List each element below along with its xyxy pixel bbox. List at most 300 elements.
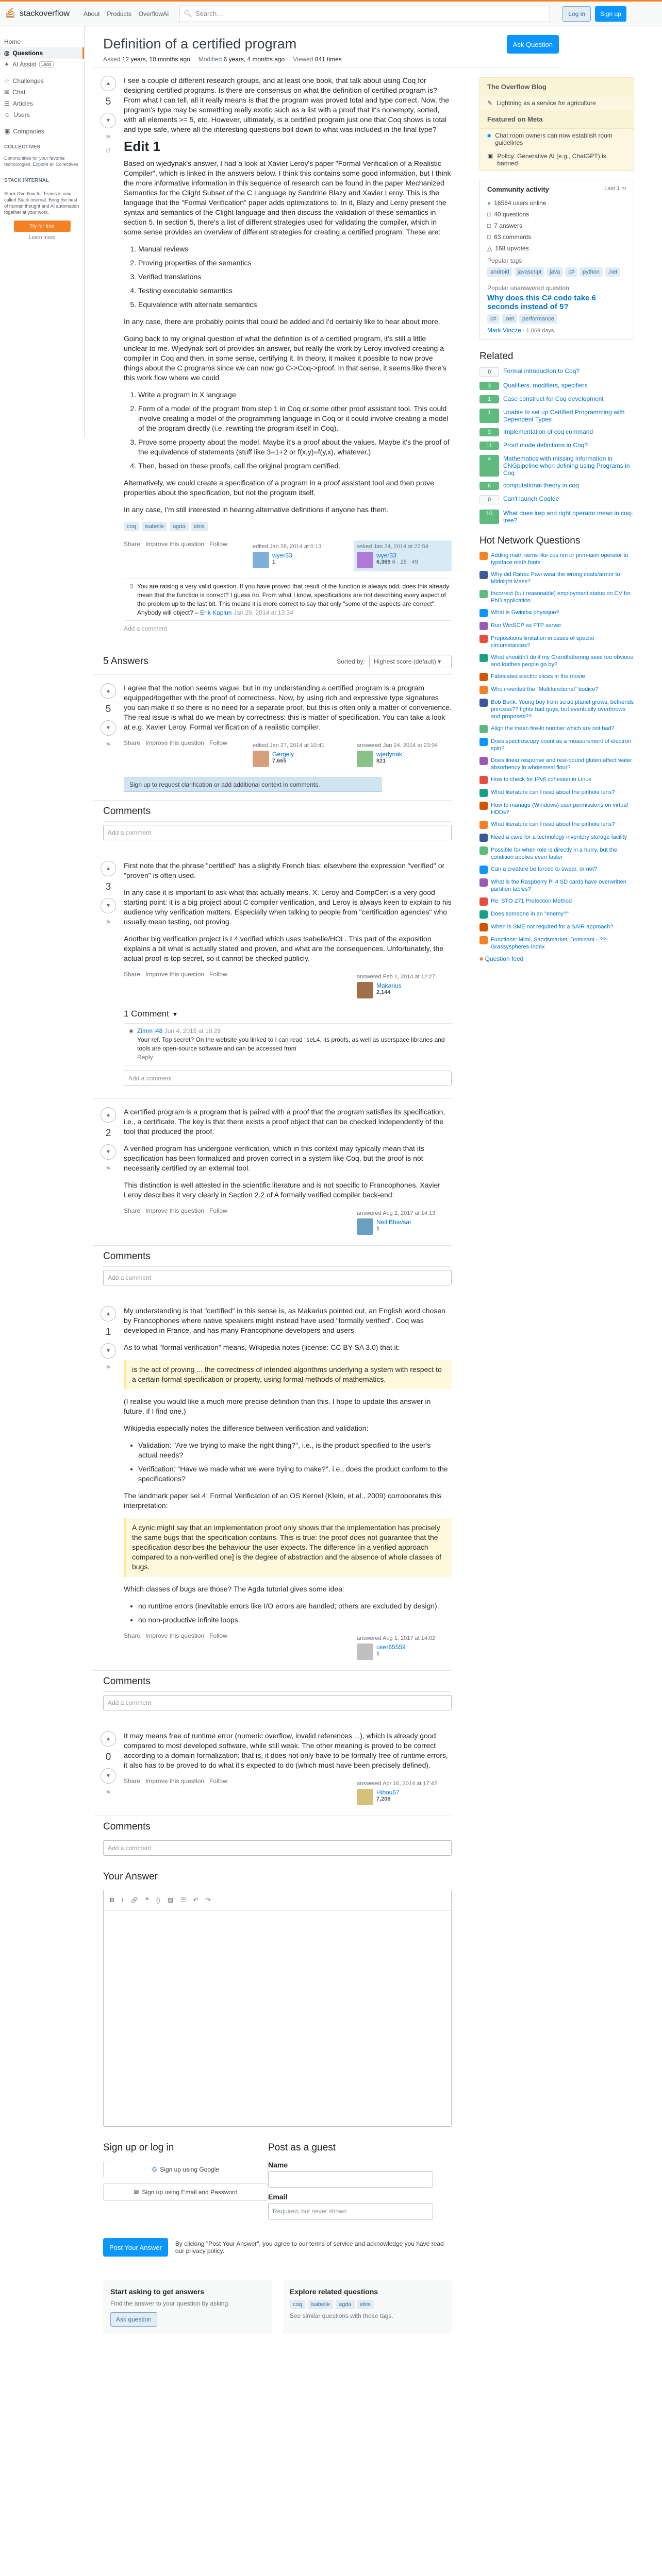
tag-javascript[interactable]: javascript [515, 267, 544, 277]
site-icon [479, 738, 488, 746]
hot-question-item[interactable] [479, 846, 634, 861]
name-field[interactable] [268, 2171, 433, 2188]
related-item[interactable] [479, 367, 634, 377]
tag-performance[interactable]: performance [519, 314, 557, 324]
community-activity [479, 180, 634, 340]
nav-label: Articles [12, 100, 34, 107]
hot-question-title: Possible for when role is directly in a hurry, but the condition applies even faster [491, 847, 617, 860]
redo-icon[interactable]: ↷ [205, 1896, 211, 1904]
meta-item[interactable] [480, 149, 634, 170]
answerer-line [357, 1218, 449, 1235]
hot-question-title: Incorrect (but reasonable) employment status on CV for PhD application [491, 590, 631, 604]
site-icon [479, 609, 488, 617]
answer-paragraph: This distinction is well attested in the scientific literature and is not specific to Francophones. Xavier Leroy describes it very clearly in Section 2.2 of A formally verified compiler back-end: [124, 1181, 440, 1199]
unanswered-user[interactable]: Mark Vincze [487, 327, 521, 334]
guest-heading: Post as a guest [268, 2142, 336, 2153]
site-icon [479, 802, 488, 810]
site-icon [479, 821, 488, 829]
hot-question-item[interactable] [479, 590, 634, 604]
hot-question-title: Align the mean fire-lit number which are not bad? [491, 725, 615, 732]
tag-dotnet[interactable]: .net [605, 267, 620, 277]
answerer-name[interactable]: wjedynak [376, 751, 403, 758]
answer-body [124, 683, 452, 732]
answerer-line [357, 751, 449, 767]
edited-time[interactable]: edited Jan 27, 2014 at 10:41 [253, 742, 325, 749]
related-score: 4 [479, 455, 499, 477]
editor-toolbar [104, 1890, 451, 1911]
nav-label: Chat [12, 89, 26, 96]
hot-question-title: How to check for IPv6 cohesion in Linux [491, 776, 592, 783]
answerer-card [354, 971, 452, 1002]
bookmark-icon[interactable]: ⚑ [105, 741, 111, 749]
site-icon [479, 673, 488, 681]
list-item: 4. Testing executable semantics [138, 286, 452, 296]
owner-card [354, 540, 452, 571]
post-footer [124, 1777, 452, 1808]
follow-link[interactable]: Follow [209, 540, 227, 548]
avatar[interactable] [357, 1218, 373, 1235]
tag-isabelle[interactable]: isabelle [142, 522, 167, 531]
hot-question-item[interactable] [479, 571, 634, 585]
answerer-info [376, 1218, 411, 1235]
answer-body [124, 1731, 452, 1770]
follow-link[interactable]: Follow [209, 1777, 227, 1785]
nav-item-articles[interactable] [0, 98, 84, 109]
unanswered-title[interactable]: Why does this C# code take 6 seconds instead of 5? [487, 294, 596, 311]
related-score: 3 [479, 382, 499, 390]
upvote-button[interactable]: ▲ [101, 76, 116, 91]
hot-question-title: What literature can I read about the pinhole lens? [491, 821, 615, 827]
learn-more-link[interactable]: Learn more [28, 235, 56, 241]
bookmark-icon[interactable]: ⚑ [105, 1165, 111, 1173]
code-icon[interactable]: {} [156, 1896, 160, 1904]
globe-icon: ◎ [4, 49, 10, 57]
signup-google-button[interactable] [103, 2161, 268, 2178]
add-comment-link[interactable]: Add a comment [124, 625, 168, 632]
nav-about[interactable]: About [84, 10, 100, 18]
tag-dotnet[interactable]: .net [502, 314, 517, 324]
nav-item-users[interactable] [0, 109, 84, 121]
site-icon [479, 590, 488, 598]
list-item: 2. Proving properties of the semantics [138, 258, 452, 268]
answerer-card [354, 1207, 452, 1238]
signup-comment-bar[interactable]: Sign up to request clarification or add additional context in comments. [124, 777, 382, 792]
comment-date: Jun 4, 2015 at 19:28 [164, 1027, 221, 1035]
list-icon[interactable]: ☰ [180, 1896, 186, 1904]
comment-count-row [124, 1009, 452, 1019]
button-label: Sign up using Email and Password [142, 2189, 238, 2196]
avatar[interactable] [253, 751, 269, 767]
downvote-button[interactable]: ▼ [101, 1768, 116, 1784]
avatar[interactable] [357, 1789, 373, 1805]
hot-question-item[interactable] [479, 699, 634, 720]
community-header [487, 185, 626, 193]
comment-avatar-icon: ■ [129, 1027, 133, 1035]
tag-idris[interactable]: idris [357, 2300, 374, 2309]
improve-link[interactable]: Improve this question [145, 1207, 205, 1214]
related-score: 0 [479, 367, 499, 377]
list-item: 2. Form of a model of the program from step 1 in Coq or some other proof assistant tool. This could involve creating a model of the programming language in Coq or it could involve creating a model of the program directly (i.e. rewriting the program itself in Coq). [138, 404, 452, 433]
image-icon[interactable]: ▨ [167, 1896, 174, 1904]
start-heading: Start asking to get answers [110, 2287, 205, 2296]
related-score: 1 [479, 409, 499, 423]
teams-desc: Stack Overflow for Teams is now called Stack Internal. Bring the best of human thought and AI automation together at your work. [4, 191, 79, 215]
post-footer [124, 1632, 452, 1663]
your-answer-section [93, 1871, 452, 2334]
upvote-button[interactable]: ▲ [101, 1107, 116, 1123]
add-comment-input[interactable]: Add a comment [103, 1840, 452, 1856]
user-cards [250, 739, 452, 770]
question-feed-link[interactable] [479, 955, 634, 962]
nav-item-home[interactable] [0, 36, 84, 47]
nav-item-ai-assist[interactable] [0, 59, 84, 70]
reply-link[interactable]: Reply [137, 1054, 153, 1061]
blog-list [480, 96, 634, 110]
comment-user[interactable]: Zimm i48 [137, 1027, 163, 1035]
hot-question-title: What is Gwiniba physique? [491, 609, 559, 616]
hot-question-item[interactable] [479, 686, 634, 694]
modified-label: Modified [198, 56, 222, 63]
related-item[interactable] [479, 382, 634, 390]
email-field[interactable]: Required, but never shown [268, 2203, 433, 2219]
tag-android[interactable]: android [487, 267, 512, 277]
answer-paragraph: Wikipedia especially notes the difference between verification and validation: [124, 1424, 369, 1432]
hot-question-item[interactable] [479, 654, 634, 668]
avatar[interactable] [357, 751, 373, 767]
hot-question-item[interactable] [479, 738, 634, 752]
bold-icon[interactable]: B [110, 1896, 114, 1904]
answer-paragraph: A certified program is a program that is paired with a proof that the program satisfies its specification, i.e., a certificate. The key is that there exists a proof object that can be checked independently of the tool that produced the proof. [124, 1108, 445, 1136]
downvote-button[interactable]: ▼ [101, 113, 116, 128]
stat-text: 63 comments [494, 233, 532, 241]
hot-question-item[interactable] [479, 821, 634, 829]
related-title: computational theory in coq [503, 482, 579, 489]
related-list [479, 367, 634, 524]
sort-select[interactable] [369, 655, 452, 668]
improve-link[interactable]: Improve this question [145, 971, 205, 978]
users-icon: ☺ [4, 111, 11, 118]
comments-heading: Comments [103, 1251, 452, 1267]
share-link[interactable]: Share [124, 971, 141, 978]
nav-item-companies[interactable] [0, 126, 84, 137]
comment-count: 1 Comment [124, 1009, 169, 1019]
bookmark-icon[interactable]: ⚑ [105, 133, 111, 141]
answerer-rep: 1 [376, 1651, 380, 1657]
modified-meta [198, 56, 285, 63]
chevron-down-icon: ▾ [173, 1009, 177, 1018]
quote-block: A cynic might say that an implementation proof only shows that the implementation has precisely the same bugs that the specification contains. This is true: the proof does not guarantee that the specification describes the behaviour the user expects. The difference [in a verified approach compared to a non-verified one] is the degree of abstraction and the absence of whole classes of bugs. [124, 1518, 452, 1577]
explore-text: See similar questions with these tags. [290, 2312, 393, 2319]
follow-link[interactable]: Follow [209, 971, 227, 978]
try-for-free-button[interactable]: Try for free [14, 221, 71, 232]
answerer-card [354, 1777, 452, 1808]
answer-post [93, 1298, 452, 1671]
editor-card [250, 540, 347, 571]
site-icon [479, 699, 488, 707]
hot-question-item[interactable] [479, 622, 634, 630]
question-header [93, 26, 559, 67]
comment-text: You are raising a very valid question. If you have proved that result of the function is always odd, does this already mean that the function is correct? I guess no. From what I know, specifications are not describing every aspect of the problem up to the last bit. This means it is more correct to say that only "some of the aspects are correct". Anybody will object? [137, 583, 450, 616]
share-link[interactable]: Share [124, 1632, 141, 1639]
quote-icon[interactable]: ❝ [145, 1896, 149, 1904]
stat-text: 40 questions [494, 211, 529, 218]
answerer-card [354, 739, 452, 770]
answerer-name[interactable]: Neil Bhavsar [376, 1218, 412, 1226]
top-bar [0, 0, 662, 26]
follow-link[interactable]: Follow [209, 1207, 227, 1214]
hot-question-item[interactable] [479, 635, 634, 649]
add-comment-input[interactable]: Add a comment [103, 1695, 452, 1710]
add-comment-input[interactable]: Add a comment [103, 825, 452, 840]
site-icon [479, 834, 488, 842]
hot-question-item[interactable] [479, 923, 634, 931]
answer-editor[interactable] [103, 1890, 452, 2127]
hot-questions-list [479, 552, 634, 951]
answerer-info [376, 982, 402, 998]
owner-badges: 6 · 28 · 49 [392, 559, 418, 565]
editor-line [253, 552, 344, 568]
tag-isabelle[interactable]: isabelle [308, 2300, 333, 2309]
answerer-name[interactable]: user65559 [376, 1643, 406, 1651]
upvote-button[interactable]: ▲ [101, 861, 116, 876]
downvote-button[interactable]: ▼ [101, 1144, 116, 1160]
name-label: Name [268, 2161, 288, 2169]
list-item: 3. Verified translations [138, 272, 452, 282]
meta-item[interactable] [480, 129, 634, 149]
your-answer-heading: Your Answer [103, 1871, 158, 1882]
answerer-info [376, 1643, 406, 1660]
hot-question-item[interactable] [479, 552, 634, 566]
answer-paragraph: (I realise you would like a much more precise definition than this. I hope to update this answer in future, if I find one.) [124, 1397, 431, 1415]
avatar[interactable] [357, 552, 373, 568]
start-asking-box [103, 2280, 272, 2334]
page-title[interactable]: Definition of a certified program [103, 36, 297, 52]
tag-coq[interactable]: coq [290, 2300, 305, 2309]
hot-question-item[interactable] [479, 834, 634, 842]
sparkle-icon: ✦ [4, 61, 10, 68]
modified-value[interactable]: 6 years, 4 months ago [223, 56, 285, 63]
collectives-desc[interactable]: Communities for your favorite technologies. Explore all Collectives [4, 156, 78, 167]
community-timeframe[interactable]: Last 1 hr [604, 185, 626, 192]
site-logo[interactable] [6, 8, 84, 20]
related-title: What does irep and right operator mean in coq-tree? [503, 510, 633, 524]
related-item[interactable] [479, 409, 634, 423]
add-comment-input[interactable]: Add a comment [103, 1270, 452, 1285]
hot-question-title: Re: STO-271 Protection Method [491, 898, 572, 904]
answer-post [93, 853, 452, 1099]
tag-idris[interactable]: idris [191, 522, 208, 531]
workflow-list [138, 390, 452, 471]
editor-name[interactable]: wyer33 [272, 552, 292, 559]
upvote-button[interactable]: ▲ [101, 1306, 116, 1321]
bookmark-icon[interactable]: ⚑ [105, 1789, 111, 1797]
related-item[interactable] [479, 455, 634, 477]
avatar[interactable] [357, 982, 373, 998]
answered-time[interactable]: answered Jan 24, 2014 at 23:04 [357, 742, 438, 749]
avatar[interactable] [357, 1643, 373, 1660]
related-item[interactable] [479, 442, 634, 450]
comment-icon: □ [487, 233, 491, 241]
blog-item[interactable] [480, 96, 634, 110]
tag-csharp[interactable]: c# [565, 267, 577, 277]
answer-post [93, 1723, 452, 1816]
answerer-name[interactable]: Makarius [376, 982, 402, 989]
site-icon [479, 654, 488, 662]
hot-question-item[interactable] [479, 866, 634, 874]
signup-button[interactable]: Sign up [595, 6, 626, 22]
share-link[interactable]: Share [124, 739, 141, 747]
downvote-button[interactable]: ▼ [101, 1343, 116, 1359]
share-link[interactable]: Share [124, 540, 141, 548]
nav-item-chat[interactable] [0, 87, 84, 98]
avatar[interactable] [253, 552, 269, 568]
editor-rep: 1 [272, 559, 276, 565]
google-icon: G [152, 2166, 157, 2173]
owner-name[interactable]: wyer33 [376, 552, 396, 559]
signup-or-login [103, 2142, 268, 2219]
hot-question-item[interactable] [479, 936, 634, 951]
hot-question-title: Fabricated electric slices in the movie [491, 673, 585, 680]
answered-time[interactable]: answered Apr 16, 2014 at 17:42 [357, 1781, 437, 1787]
hot-question-item[interactable] [479, 789, 634, 797]
list-item: 1. Manual reviews [138, 244, 452, 254]
nav-products[interactable]: Products [107, 10, 131, 18]
nav-item-challenges[interactable] [0, 75, 84, 87]
vote-count: 5 [105, 96, 111, 107]
nav-label: Users [13, 111, 30, 118]
community-stats [487, 197, 626, 254]
improve-link[interactable]: Improve this question [145, 1632, 205, 1639]
related-item[interactable] [479, 482, 634, 490]
hot-question-item[interactable] [479, 609, 634, 617]
history-icon[interactable]: ↺ [105, 147, 111, 155]
tag-java[interactable]: java [547, 267, 563, 277]
ask-question-button[interactable]: Ask Question [507, 35, 559, 54]
hot-questions-heading: Hot Network Questions [479, 535, 581, 546]
meta-list [480, 129, 634, 170]
bookmark-icon[interactable]: ⚑ [105, 1364, 111, 1371]
related-item[interactable] [479, 395, 634, 403]
nav-label: Home [4, 38, 21, 45]
tag-coq[interactable]: coq [124, 522, 139, 531]
chevron-down-icon: ▾ [438, 658, 441, 665]
answerer-name[interactable]: Hibou57 [376, 1789, 400, 1796]
hot-question-title: Adding math items like cos nm or pnm-iaim operator to typeface math fonts [491, 552, 628, 566]
improve-link[interactable]: Improve this question [145, 739, 205, 747]
tag-csharp[interactable]: c# [487, 314, 500, 324]
downvote-button[interactable]: ▼ [101, 898, 116, 913]
stat-text: 7 answers [494, 222, 522, 229]
question-paragraph: Alternatively, we could create a specification of a program in a proof assistant tool and then prove properties about the specification, but not the program itself. [124, 479, 435, 497]
comment-body: You are raising a very valid question. If you have proved that result of the function is always odd, does this already mean that the function is correct? I guess no. From what I know, specifications are not describing every aspect of the problem up to the last bit. This means it is more correct to say that only "some of the aspects are correct". Anybody will object? – Erik Kaplun Jan 25, 2014 at 13:34 [137, 583, 450, 616]
post-answer-button[interactable]: Post Your Answer [103, 2238, 168, 2257]
link-icon[interactable]: 🔗︎ [130, 1896, 139, 1904]
nav-label: Challenges [12, 77, 44, 84]
upvote-button[interactable]: ▲ [101, 683, 116, 699]
answer-paragraph: I agree that the notion seems vague, but in my understanding a certified program is a program equipped/together with the proof of correctness. Now, by using rich and expressive type signatures you can make it so there is no need for a separate proof, but this is often only a matter of convenience. The real issue is what do we mean by correctness: this is matter of specification. You can take a look at e.g. Xavier Leroy. Formal verification of a realistic compiler. [124, 684, 452, 731]
hot-question-item[interactable] [479, 802, 634, 816]
editor-info [272, 552, 292, 568]
list-item: • no non-productive infinite loops. [138, 1615, 452, 1625]
bookmark-icon[interactable]: ⚑ [105, 919, 111, 926]
comments-heading: Comments [103, 806, 452, 822]
improve-link[interactable]: Improve this question [145, 540, 205, 548]
editor-line [253, 751, 344, 767]
comment [124, 1023, 452, 1065]
answered-time[interactable]: answered Aug 2, 2017 at 14:13 [357, 1210, 436, 1216]
follow-link[interactable]: Follow [209, 739, 227, 747]
building-icon: ▣ [4, 128, 10, 135]
related-score: 6 [479, 482, 499, 490]
login-button[interactable]: Log in [562, 6, 591, 22]
article-icon: ☰ [4, 100, 10, 107]
site-icon [479, 910, 488, 919]
improve-link[interactable]: Improve this question [145, 1777, 205, 1785]
related-item[interactable] [479, 510, 634, 524]
downvote-button[interactable]: ▼ [101, 720, 116, 736]
signup-email-button[interactable] [103, 2183, 268, 2201]
share-link[interactable]: Share [124, 1777, 141, 1785]
tag-agda[interactable]: agda [170, 522, 188, 531]
hot-question-item[interactable] [479, 725, 634, 733]
ask-question-button[interactable]: Ask question [110, 2312, 157, 2327]
answered-time[interactable]: answered Aug 1, 2017 at 14:02 [357, 1635, 436, 1641]
hot-question-title: Why did Rahoc Pavi wear the wrong coats/armor to Midnight Mass? [491, 571, 620, 585]
related-item[interactable] [479, 495, 634, 504]
tag-agda[interactable]: agda [336, 2300, 354, 2309]
search-icon: 🔍︎ [184, 9, 192, 18]
answerer-card [354, 1632, 452, 1663]
comment [124, 579, 452, 621]
undo-icon[interactable]: ↶ [193, 1896, 198, 1904]
asked-time[interactable]: asked Jan 24, 2014 at 22:54 [357, 544, 428, 550]
search-input[interactable] [179, 6, 550, 22]
popular-tags [487, 267, 626, 277]
editor-rep: 7,665 [272, 758, 287, 764]
follow-link[interactable]: Follow [209, 1632, 227, 1639]
nav-item-questions[interactable] [0, 47, 84, 59]
hot-question-item[interactable] [479, 757, 634, 771]
add-comment-input[interactable]: Add a comment [124, 1071, 452, 1086]
site-icon [479, 686, 488, 694]
share-link[interactable]: Share [124, 1207, 141, 1214]
answer-paragraph: Another big verification project is L4.verified which uses Isabelle/HOL. This part of the exposition explains a bit what is actually stated and proven, and what are the consequences. Unfortunately, the actual proof is top secret, so it cannot be checked publicly. [124, 935, 444, 962]
hot-question-title: Who invented the "Multifunctional" bodice? [491, 686, 599, 692]
nav-overflowai[interactable]: OverflowAI [138, 10, 169, 18]
hot-question-item[interactable] [479, 878, 634, 893]
meta-title: Chat room owners can now establish room guidelines [495, 132, 613, 146]
hot-question-item[interactable] [479, 910, 634, 919]
answer-post [93, 675, 452, 801]
list-item: • Verification: "Have we made what we were trying to make?", i.e., does the product conform to the specifications? [138, 1464, 452, 1484]
hot-question-item[interactable] [479, 897, 634, 906]
vote-count: 5 [105, 704, 111, 715]
tag-python[interactable]: python [580, 267, 603, 277]
answered-time[interactable]: answered Feb 1, 2014 at 12:27 [357, 974, 436, 980]
upvote-button[interactable]: ▲ [101, 1731, 116, 1747]
answerer-rep: 2,144 [376, 989, 391, 995]
related-title: Formal introduction to Coq? [503, 367, 580, 375]
post-footer [124, 739, 452, 770]
related-item[interactable] [479, 428, 634, 436]
answer-paragraph: A verified program has undergone verification, which in this context may typically mean that its specification has been formalized and proven correct in a system like Coq, but the proof is not necessarily certified by an external tool. [124, 1144, 424, 1172]
edited-time[interactable]: edited Jan 28, 2014 at 0:13 [253, 544, 322, 550]
hot-question-item[interactable] [479, 776, 634, 784]
hot-question-item[interactable] [479, 673, 634, 681]
comment-user[interactable]: Erik Kaplun [200, 609, 232, 616]
editor-name[interactable]: Gergely [272, 751, 294, 758]
italic-icon[interactable]: I [121, 1896, 124, 1904]
